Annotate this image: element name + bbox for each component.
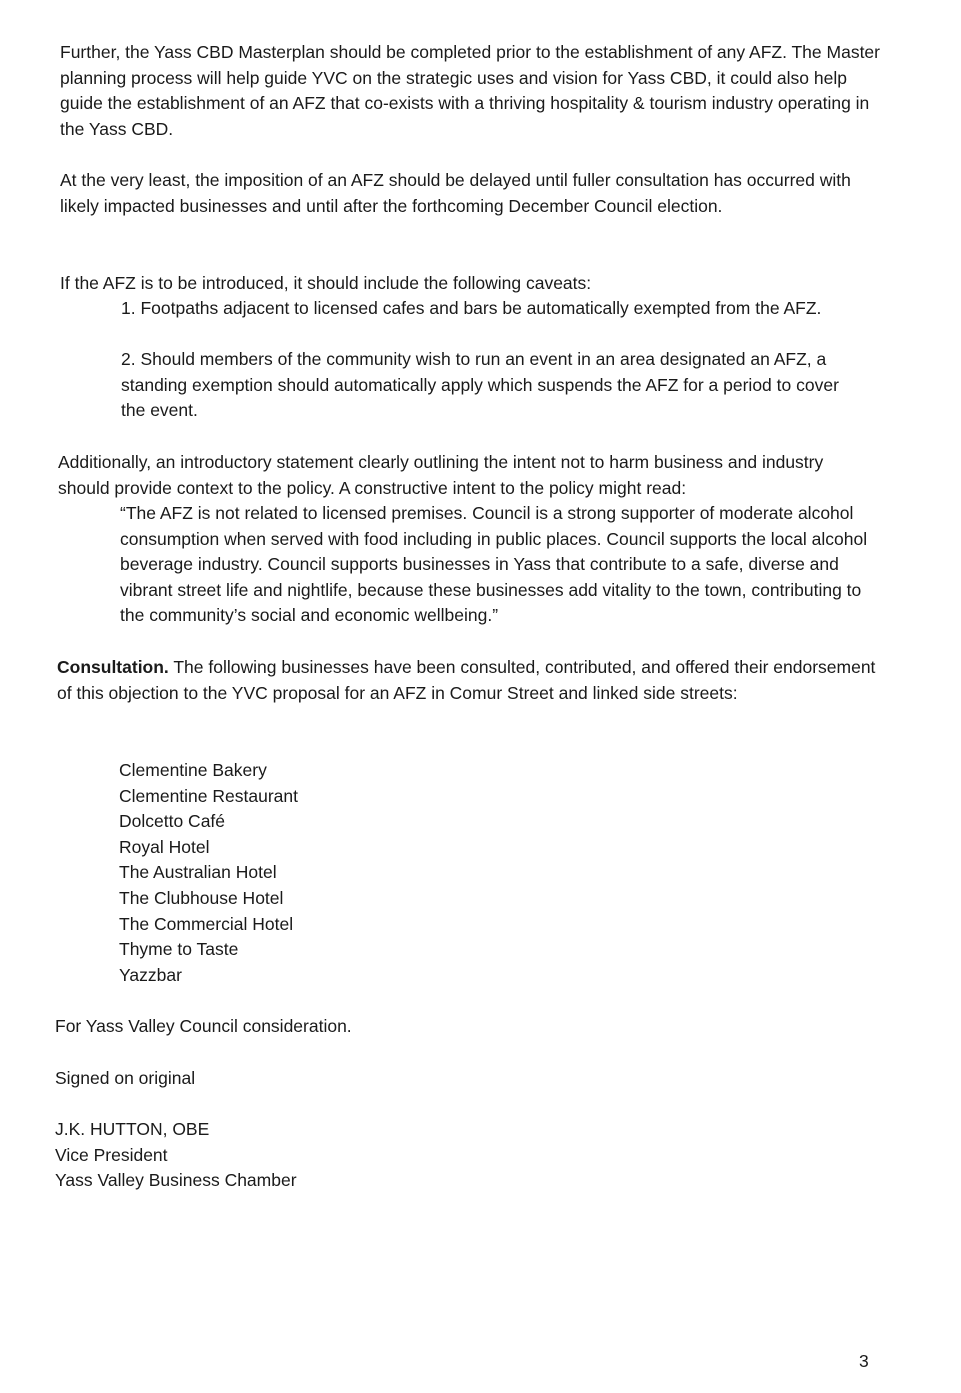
signed-line: Signed on original — [55, 1068, 196, 1088]
paragraph-masterplan: Further, the Yass CBD Masterplan should be completed prior to the establishment of any AFZ. The Master planning process will help guide YVC on the strategic uses and vision for Yass CBD, it could also help guide the establishment of an AFZ that co-exists with a thriving hospitality & tourism industry operating in the Yass CBD. — [60, 42, 880, 139]
signature-block — [55, 1117, 655, 1194]
signatory-name: J.K. HUTTON, OBE — [55, 1119, 210, 1139]
page-number: 3 — [859, 1351, 869, 1371]
list-item: The Clubhouse Hotel — [119, 887, 284, 908]
paragraph-delay: At the very least, the imposition of an AFZ should be delayed until fuller consultation has occurred with likely impacted businesses and until after the forthcoming December Council election. — [60, 170, 851, 216]
list-item: The Australian Hotel — [119, 862, 277, 883]
quoted-intent-statement: “The AFZ is not related to licensed premises. Council is a strong supporter of moderate alcohol consumption when served with food including in public places. Council supports the local alcohol beverage industry. Council supports businesses in Yass that contribute to a safe, diverse and vibrant street life and nightlife, because these businesses add vitality to the town, contributing to the community’s social and economic wellbeing.” — [120, 503, 868, 626]
signatory-title: Vice President — [55, 1144, 168, 1165]
list-item: Clementine Restaurant — [119, 785, 298, 806]
caveat-item-1: 1. Footpaths adjacent to licensed cafes and bars be automatically exempted from the AFZ. — [121, 298, 822, 318]
consultation-paragraph — [57, 655, 877, 706]
list-item: Yazzbar — [119, 964, 182, 985]
list-item: Royal Hotel — [119, 836, 210, 857]
paragraph-introductory-statement: Additionally, an introductory statement clearly outlining the intent not to harm business and industry should provide context to the policy. A constructive intent to the policy might read: — [58, 452, 824, 498]
consideration-line: For Yass Valley Council consideration. — [55, 1016, 352, 1036]
consultation-label: Consultation. — [57, 657, 169, 677]
business-list — [119, 758, 519, 988]
caveat-item-2: 2. Should members of the community wish to run an event in an area designated an AFZ, a standing exemption should automatically apply which suspends the AFZ for a period to cover the event. — [121, 349, 839, 421]
list-item: The Commercial Hotel — [119, 913, 294, 934]
paragraph-caveats-intro: If the AFZ is to be introduced, it should include the following caveats: — [60, 273, 592, 293]
list-item: Dolcetto Café — [119, 811, 226, 832]
consultation-text: The following businesses have been consulted, contributed, and offered their endorsement of this objection to the YVC proposal for an AFZ in Comur Street and linked side streets: — [57, 657, 876, 703]
list-item: Clementine Bakery — [119, 760, 267, 780]
list-item: Thyme to Taste — [119, 939, 239, 960]
signatory-organisation: Yass Valley Business Chamber — [55, 1170, 297, 1191]
